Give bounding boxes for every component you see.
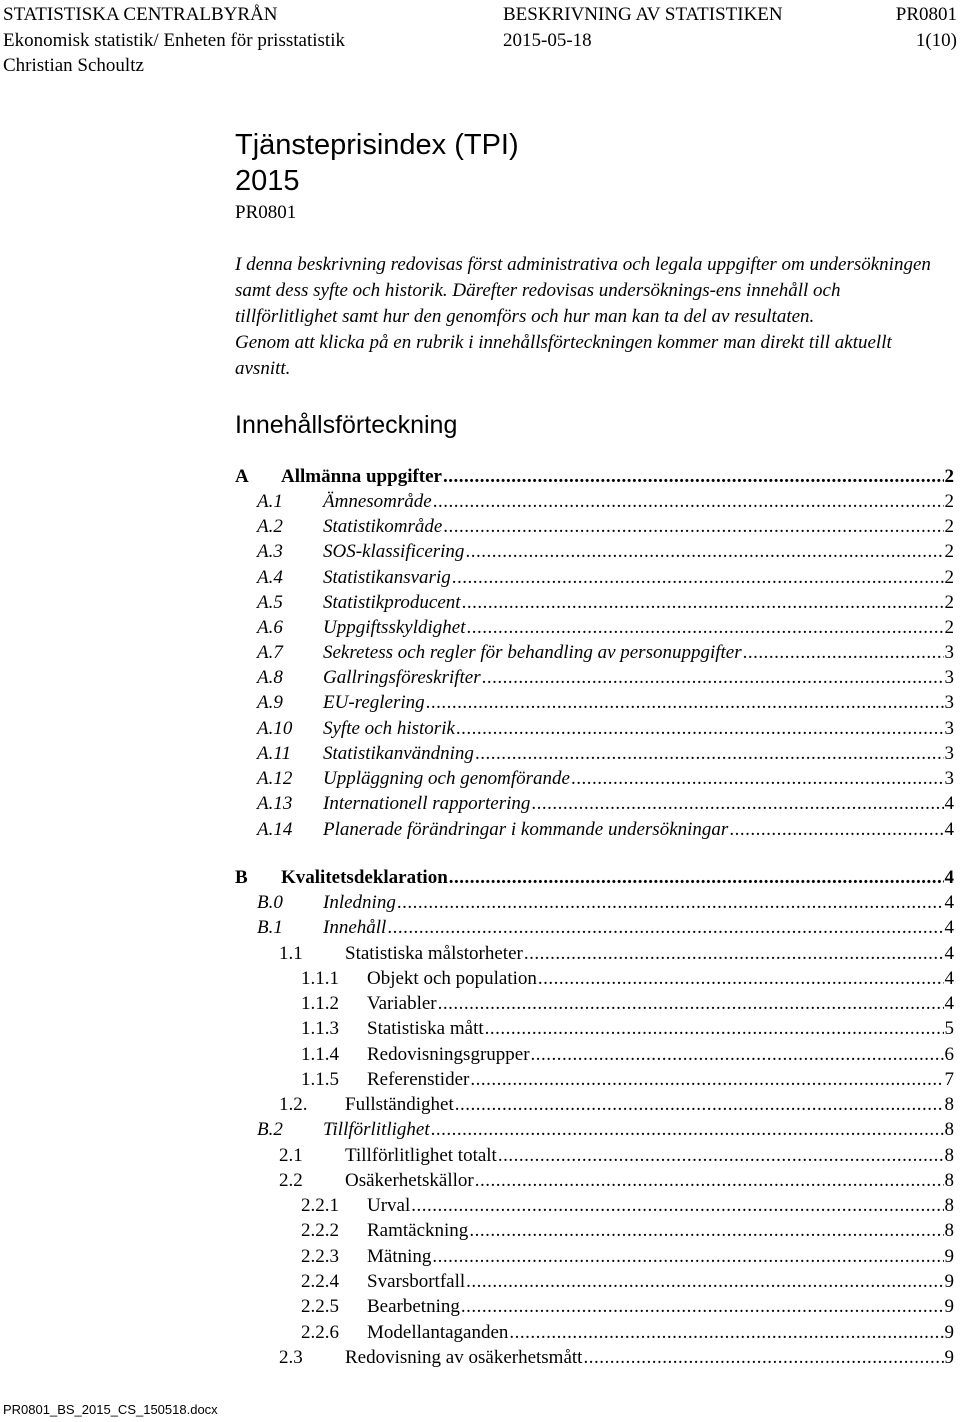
- toc-entry-label[interactable]: Svarsbortfall: [367, 1271, 466, 1292]
- toc-entry-number: 1.2.: [279, 1094, 308, 1115]
- toc-entry-label[interactable]: Internationell rapportering: [323, 793, 531, 814]
- toc-entry-page[interactable]: 4: [944, 819, 954, 840]
- toc-entry-number: A.3: [257, 541, 283, 562]
- toc-entry-page[interactable]: 8: [944, 1220, 954, 1241]
- toc-leader-dots: [466, 616, 943, 640]
- toc-entry-number: 1.1.3: [301, 1018, 339, 1039]
- toc-entry-label[interactable]: Fullständighet: [345, 1094, 454, 1115]
- toc-entry[interactable]: [301, 967, 954, 991]
- toc-heading: Innehållsförteckning: [235, 411, 458, 439]
- toc-entry[interactable]: [279, 942, 954, 966]
- toc-entry-page[interactable]: 4: [944, 917, 954, 938]
- toc-entry[interactable]: [257, 540, 954, 564]
- toc-entry-number: 1.1: [279, 943, 303, 964]
- toc-leader-dots: [524, 942, 944, 966]
- toc-entry-number: 2.1: [279, 1145, 303, 1166]
- toc-leader-dots: [387, 916, 943, 940]
- toc-entry-label[interactable]: Redovisningsgrupper: [367, 1044, 530, 1065]
- toc-entry-label[interactable]: Statistiska mått: [367, 1018, 484, 1039]
- toc-entry-number: A.5: [257, 592, 283, 613]
- toc-entry[interactable]: [257, 691, 954, 715]
- toc-entry-number: A.9: [257, 692, 283, 713]
- toc-entry-page[interactable]: 7: [944, 1069, 954, 1090]
- toc-entry-number: B.1: [257, 917, 283, 938]
- toc-leader-dots: [571, 767, 944, 791]
- header-org: STATISTISKA CENTRALBYRÅN: [3, 4, 278, 25]
- toc-entry-number: B.2: [257, 1119, 283, 1140]
- toc-entry-page[interactable]: 2: [944, 592, 954, 613]
- header-page: 1(10): [915, 30, 957, 51]
- toc-entry[interactable]: [257, 616, 954, 640]
- toc-entry[interactable]: [235, 465, 954, 489]
- toc-entry-number: 1.1.2: [301, 993, 339, 1014]
- toc-leader-dots: [432, 1245, 943, 1269]
- toc-entry[interactable]: [257, 515, 954, 539]
- toc-entry[interactable]: [257, 891, 954, 915]
- toc-entry-number: A.1: [257, 491, 283, 512]
- toc-entry[interactable]: [301, 1068, 954, 1092]
- toc-entry-number: B.0: [257, 892, 283, 913]
- toc-entry[interactable]: [279, 1346, 954, 1370]
- toc-leader-dots: [431, 1118, 944, 1142]
- toc-entry[interactable]: [257, 490, 954, 514]
- toc-entry[interactable]: [257, 792, 954, 816]
- toc-entry[interactable]: [301, 1043, 954, 1067]
- document-code: PR0801: [235, 202, 297, 223]
- toc-entry-page[interactable]: 4: [944, 993, 954, 1014]
- toc-entry-label[interactable]: Urval: [367, 1195, 411, 1216]
- toc-leader-dots: [411, 1194, 943, 1218]
- toc-entry-number: A.4: [257, 567, 283, 588]
- toc-leader-dots: [538, 967, 944, 991]
- toc-entry-page[interactable]: 2: [944, 516, 954, 537]
- toc-entry-label[interactable]: Uppläggning och genomförande: [323, 768, 570, 789]
- toc-entry-number: A.14: [257, 819, 293, 840]
- toc-entry-number: 2.2.1: [301, 1195, 339, 1216]
- toc-leader-dots: [449, 866, 944, 890]
- toc-entry[interactable]: [257, 767, 954, 791]
- toc-leader-dots: [462, 591, 944, 615]
- toc-entry-page[interactable]: 8: [944, 1145, 954, 1166]
- toc-entry-page[interactable]: 3: [944, 743, 954, 764]
- intro-paragraph-2: Genom att klicka på en rubrik i innehållsförteckningen kommer man direkt till aktuellt avsnitt.: [235, 332, 892, 379]
- toc-entry-number: A.11: [257, 743, 291, 764]
- toc-entry-label[interactable]: Allmänna uppgifter: [281, 466, 442, 487]
- toc-entry-label[interactable]: Sekretess och regler för behandling av personuppgifter: [323, 642, 742, 663]
- header-date: 2015-05-18: [503, 30, 592, 51]
- toc-entry-number: A.7: [257, 642, 283, 663]
- toc-leader-dots: [461, 1295, 944, 1319]
- toc-entry-label[interactable]: Osäkerhetskällor: [345, 1170, 474, 1191]
- toc-entry[interactable]: [257, 717, 954, 741]
- toc-entry-page[interactable]: 8: [944, 1094, 954, 1115]
- toc-entry[interactable]: [257, 742, 954, 766]
- toc-leader-dots: [456, 717, 944, 741]
- toc-leader-dots: [583, 1346, 943, 1370]
- toc-entry-label[interactable]: Gallringsföreskrifter: [323, 667, 481, 688]
- toc-entry-number: 2.2.4: [301, 1271, 339, 1292]
- toc-entry-label[interactable]: Innehåll: [323, 917, 387, 938]
- toc-entry[interactable]: [301, 992, 954, 1016]
- toc-entry[interactable]: [257, 666, 954, 690]
- toc-entry-page[interactable]: 8: [944, 1170, 954, 1191]
- toc-entry-number: 1.1.5: [301, 1069, 339, 1090]
- header-dept: Ekonomisk statistik/ Enheten för prisstatistik: [3, 30, 345, 51]
- toc-entry-page[interactable]: 2: [944, 541, 954, 562]
- toc-entry-label[interactable]: Bearbetning: [367, 1296, 460, 1317]
- toc-entry-page[interactable]: 3: [944, 718, 954, 739]
- toc-leader-dots: [443, 465, 944, 489]
- toc-entry-number: 2.2.3: [301, 1246, 339, 1267]
- footer-filename: PR0801_BS_2015_CS_150518.docx: [3, 1402, 218, 1417]
- toc-entry-number: 2.3: [279, 1347, 303, 1368]
- toc-entry-label[interactable]: SOS-klassificering: [323, 541, 465, 562]
- toc-entry[interactable]: [257, 916, 954, 940]
- toc-entry-label[interactable]: Modellantaganden: [367, 1322, 509, 1343]
- toc-entry-label[interactable]: Mätning: [367, 1246, 432, 1267]
- toc-entry[interactable]: [279, 1093, 954, 1117]
- toc-entry[interactable]: [235, 866, 954, 890]
- toc-entry-number: A.2: [257, 516, 283, 537]
- toc-entry[interactable]: [279, 1144, 954, 1168]
- toc-entry-label[interactable]: Ämnesområde: [323, 491, 432, 512]
- toc-entry-page[interactable]: 3: [944, 692, 954, 713]
- toc-entry[interactable]: [301, 1295, 954, 1319]
- toc-entry-number: 2.2.5: [301, 1296, 339, 1317]
- toc-entry-page[interactable]: 3: [944, 667, 954, 688]
- toc-entry[interactable]: [301, 1194, 954, 1218]
- toc-leader-dots: [455, 1093, 944, 1117]
- toc-entry[interactable]: [301, 1321, 954, 1345]
- toc-leader-dots: [426, 691, 944, 715]
- toc-entry-number: A: [235, 466, 249, 487]
- toc-entry-page[interactable]: 4: [944, 968, 954, 989]
- toc-entry-label[interactable]: Statistikproducent: [323, 592, 461, 613]
- toc-entry-page[interactable]: 9: [944, 1246, 954, 1267]
- toc-entry-page[interactable]: 5: [944, 1018, 954, 1039]
- toc-entry-page[interactable]: 9: [944, 1322, 954, 1343]
- toc-entry-page[interactable]: 2: [944, 491, 954, 512]
- toc-entry[interactable]: [257, 566, 954, 590]
- toc-entry-number: 2.2.2: [301, 1220, 339, 1241]
- toc-leader-dots: [482, 666, 944, 690]
- toc-entry-number: 2.2: [279, 1170, 303, 1191]
- toc-entry-label[interactable]: Statistikområde: [323, 516, 443, 537]
- toc-leader-dots: [743, 641, 944, 665]
- header-doc-type: BESKRIVNING AV STATISTIKEN: [503, 4, 783, 25]
- toc-entry-label[interactable]: Inledning: [323, 892, 396, 913]
- intro-paragraph-1: I denna beskrivning redovisas först administrativa och legala uppgifter om undersökningen samt dess syfte och historik. Därefter redovisas undersöknings-ens innehåll och tillförlitlighet samt hur den genomförs och hur man kan ta del av resultaten.: [235, 254, 931, 327]
- toc-entry-number: 1.1.1: [301, 968, 339, 989]
- header-code: PR0801: [895, 4, 957, 25]
- toc-leader-dots: [443, 515, 943, 539]
- toc-leader-dots: [397, 891, 944, 915]
- toc-leader-dots: [509, 1321, 943, 1345]
- intro-text: [235, 252, 940, 382]
- toc-entry-page[interactable]: 4: [944, 793, 954, 814]
- toc-entry-number: A.8: [257, 667, 283, 688]
- toc-entry-label[interactable]: Tillförlitlighet: [323, 1119, 430, 1140]
- toc-entry-number: 2.2.6: [301, 1322, 339, 1343]
- toc-entry-label[interactable]: EU-reglering: [323, 692, 425, 713]
- toc-entry-page[interactable]: 6: [944, 1044, 954, 1065]
- toc-entry-page[interactable]: 9: [944, 1296, 954, 1317]
- header-author: Christian Schoultz: [3, 55, 144, 76]
- toc-entry[interactable]: [257, 591, 954, 615]
- toc-leader-dots: [466, 1270, 943, 1294]
- toc-leader-dots: [729, 818, 943, 842]
- toc-entry-number: A.13: [257, 793, 293, 814]
- toc-entry-label[interactable]: Uppgiftsskyldighet: [323, 617, 466, 638]
- toc-leader-dots: [531, 792, 943, 816]
- toc-entry-number: A.6: [257, 617, 283, 638]
- toc-entry[interactable]: [301, 1270, 954, 1294]
- toc-entry-page[interactable]: 2: [944, 567, 954, 588]
- toc-leader-dots: [498, 1144, 944, 1168]
- toc-entry-label[interactable]: Syfte och historik: [323, 718, 455, 739]
- toc-entry-label[interactable]: Planerade förändringar i kommande undersökningar: [323, 819, 729, 840]
- toc-leader-dots: [475, 742, 944, 766]
- toc-entry-page[interactable]: 4: [944, 943, 954, 964]
- toc-leader-dots: [452, 566, 944, 590]
- toc-entry[interactable]: [301, 1017, 954, 1041]
- toc-entry-page[interactable]: 9: [944, 1271, 954, 1292]
- toc-leader-dots: [469, 1219, 943, 1243]
- toc-entry-label[interactable]: Variabler: [367, 993, 437, 1014]
- document-year: 2015: [235, 165, 300, 197]
- toc-entry-number: A.12: [257, 768, 293, 789]
- toc-leader-dots: [433, 490, 944, 514]
- toc-entry-page[interactable]: 8: [944, 1195, 954, 1216]
- toc-entry[interactable]: [301, 1219, 954, 1243]
- toc-entry-label[interactable]: Statistikansvarig: [323, 567, 451, 588]
- toc-entry-number: 1.1.4: [301, 1044, 339, 1065]
- toc-entry-page[interactable]: 9: [944, 1347, 954, 1368]
- toc-entry[interactable]: [279, 1169, 954, 1193]
- toc-entry-page[interactable]: 3: [944, 768, 954, 789]
- toc-entry-label[interactable]: Statistiska målstorheter: [345, 943, 523, 964]
- toc-entry-page[interactable]: 3: [944, 642, 954, 663]
- toc-entry-page[interactable]: 2: [944, 466, 954, 487]
- toc-leader-dots: [465, 540, 943, 564]
- toc-entry-page[interactable]: 8: [944, 1119, 954, 1140]
- toc-entry-label[interactable]: Ramtäckning: [367, 1220, 469, 1241]
- toc-entry[interactable]: [301, 1245, 954, 1269]
- toc-entry-label[interactable]: Statistikanvändning: [323, 743, 474, 764]
- toc-entry-page[interactable]: 4: [944, 867, 954, 888]
- toc-entry-label[interactable]: Redovisning av osäkerhetsmått: [345, 1347, 583, 1368]
- toc-entry-page[interactable]: 4: [944, 892, 954, 913]
- toc-entry-label[interactable]: Objekt och population: [367, 968, 537, 989]
- toc-leader-dots: [485, 1017, 944, 1041]
- toc-entry-label[interactable]: Referenstider: [367, 1069, 470, 1090]
- toc-entry[interactable]: [257, 641, 954, 665]
- document-title: Tjänsteprisindex (TPI): [235, 129, 519, 161]
- toc-leader-dots: [531, 1043, 944, 1067]
- toc-entry[interactable]: [257, 818, 954, 842]
- toc-leader-dots: [470, 1068, 943, 1092]
- toc-entry-number: B: [235, 867, 248, 888]
- toc-entry-number: A.10: [257, 718, 293, 739]
- toc-leader-dots: [475, 1169, 944, 1193]
- toc-entry-label[interactable]: Tillförlitlighet totalt: [345, 1145, 497, 1166]
- toc-leader-dots: [438, 992, 944, 1016]
- toc-entry-page[interactable]: 2: [944, 617, 954, 638]
- toc-entry[interactable]: [257, 1118, 954, 1142]
- toc-entry-label[interactable]: Kvalitetsdeklaration: [281, 867, 448, 888]
